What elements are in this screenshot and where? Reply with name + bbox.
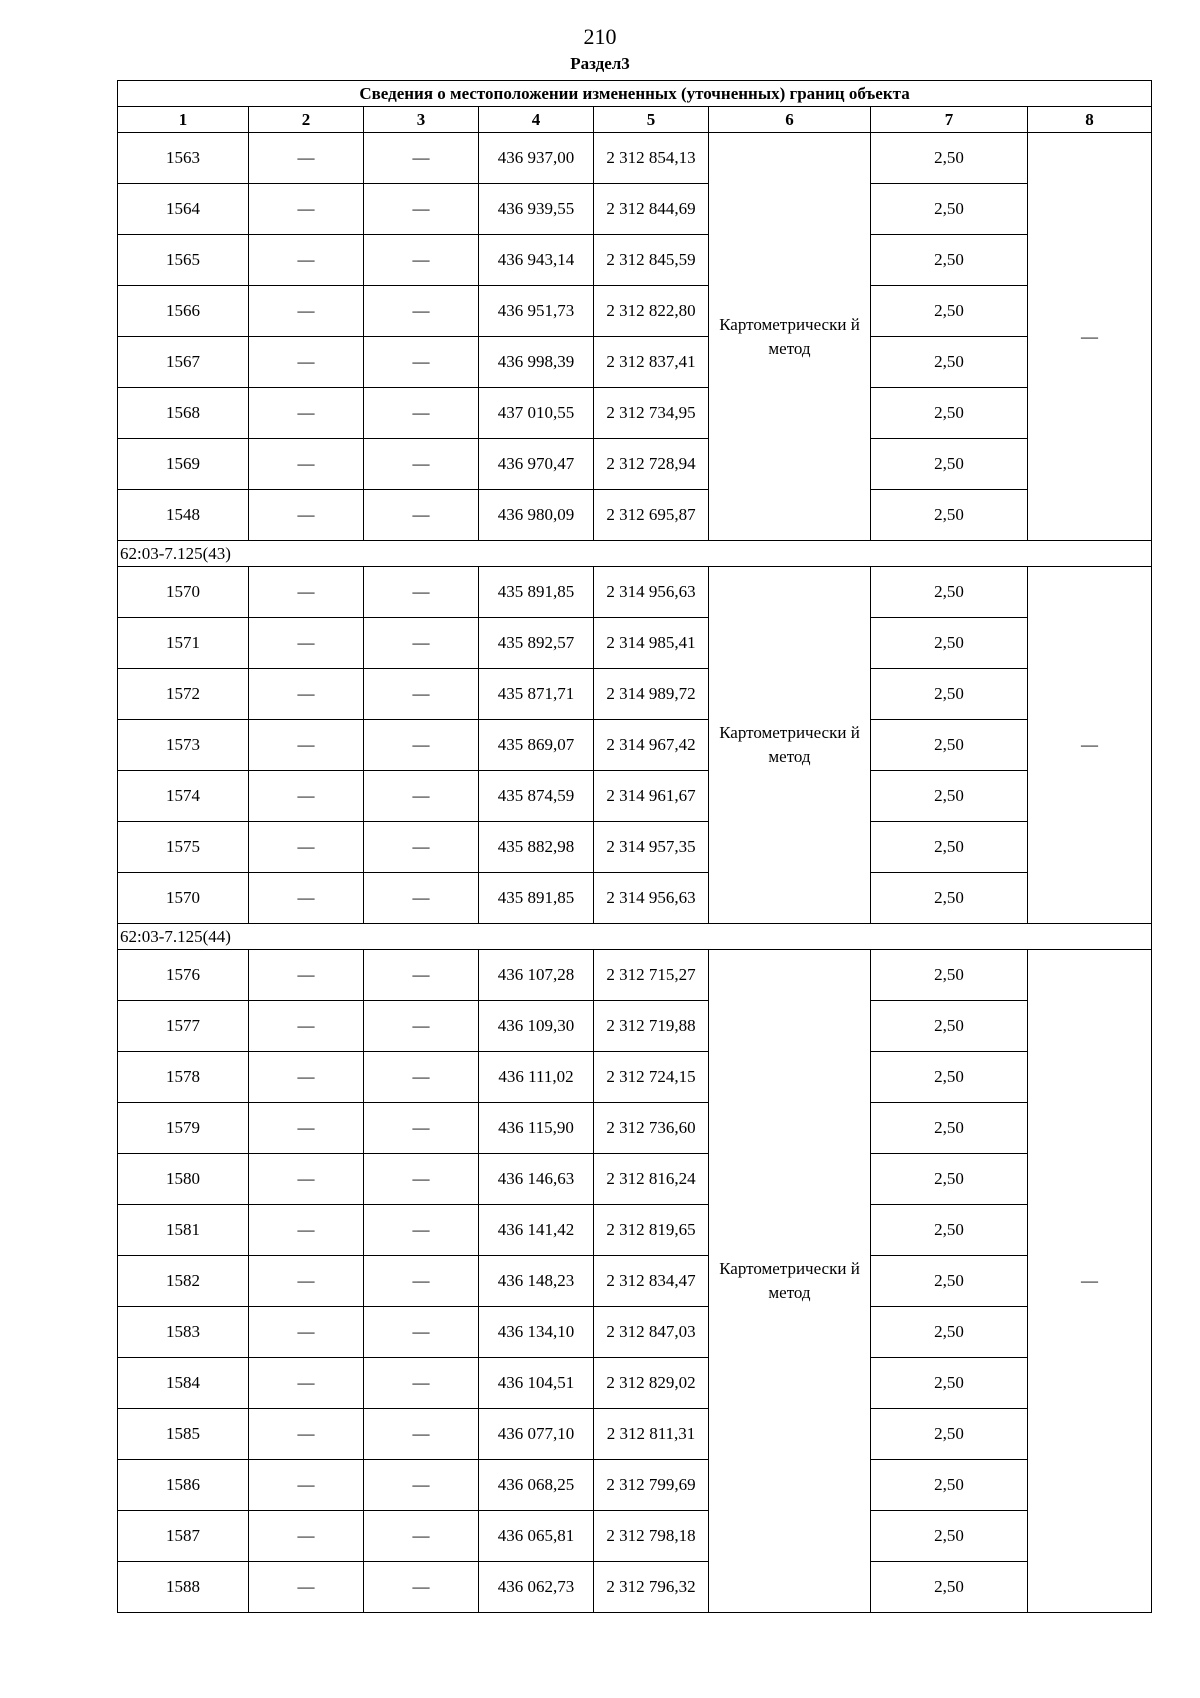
cadastral-group-label: 62:03-7.125(43) [118, 541, 1152, 567]
accuracy-cell: 2,50 [871, 133, 1028, 184]
dash-cell: — [364, 1358, 479, 1409]
y-coordinate-cell: 2 312 844,69 [594, 184, 709, 235]
accuracy-cell: 2,50 [871, 720, 1028, 771]
point-number-cell: 1572 [118, 669, 249, 720]
point-number-cell: 1567 [118, 337, 249, 388]
dash-cell: — [364, 235, 479, 286]
x-coordinate-cell: 436 115,90 [479, 1103, 594, 1154]
y-coordinate-cell: 2 314 985,41 [594, 618, 709, 669]
accuracy-cell: 2,50 [871, 1460, 1028, 1511]
method-cell: Картометрически й метод [709, 133, 871, 541]
point-number-cell: 1578 [118, 1052, 249, 1103]
y-coordinate-cell: 2 314 961,67 [594, 771, 709, 822]
dash-cell: — [249, 337, 364, 388]
x-coordinate-cell: 435 891,85 [479, 873, 594, 924]
column-header: 5 [594, 107, 709, 133]
y-coordinate-cell: 2 312 834,47 [594, 1256, 709, 1307]
dash-cell: — [364, 618, 479, 669]
x-coordinate-cell: 436 104,51 [479, 1358, 594, 1409]
x-coordinate-cell: 436 068,25 [479, 1460, 594, 1511]
dash-cell: — [364, 1409, 479, 1460]
table-row [118, 1052, 1152, 1103]
table-row [118, 567, 1152, 618]
x-coordinate-cell: 435 892,57 [479, 618, 594, 669]
dash-cell: — [249, 1205, 364, 1256]
table-row [118, 490, 1152, 541]
point-number-cell: 1566 [118, 286, 249, 337]
dash-cell: — [249, 1307, 364, 1358]
dash-cell: — [249, 286, 364, 337]
accuracy-cell: 2,50 [871, 439, 1028, 490]
column-header-row [118, 107, 1152, 133]
y-coordinate-cell: 2 312 728,94 [594, 439, 709, 490]
method-cell: Картометрически й метод [709, 950, 871, 1613]
dash-cell: — [249, 1001, 364, 1052]
accuracy-cell: 2,50 [871, 1103, 1028, 1154]
accuracy-cell: 2,50 [871, 490, 1028, 541]
dash-cell: — [249, 1511, 364, 1562]
table-row [118, 771, 1152, 822]
y-coordinate-cell: 2 312 719,88 [594, 1001, 709, 1052]
table-row [118, 1409, 1152, 1460]
table-row [118, 286, 1152, 337]
accuracy-cell: 2,50 [871, 1256, 1028, 1307]
dash-cell: — [364, 1154, 479, 1205]
table-row [118, 1103, 1152, 1154]
table-row [118, 337, 1152, 388]
y-coordinate-cell: 2 312 845,59 [594, 235, 709, 286]
accuracy-cell: 2,50 [871, 1052, 1028, 1103]
accuracy-cell: 2,50 [871, 950, 1028, 1001]
dash-cell: — [249, 669, 364, 720]
table-row [118, 1001, 1152, 1052]
dash-cell: — [364, 1511, 479, 1562]
dash-cell: — [364, 720, 479, 771]
table-row [118, 1205, 1152, 1256]
column-header: 4 [479, 107, 594, 133]
y-coordinate-cell: 2 314 957,35 [594, 822, 709, 873]
point-number-cell: 1577 [118, 1001, 249, 1052]
point-number-cell: 1548 [118, 490, 249, 541]
table-row [118, 439, 1152, 490]
point-number-cell: 1568 [118, 388, 249, 439]
dash-cell: — [249, 720, 364, 771]
dash-cell: — [249, 1103, 364, 1154]
dash-cell: — [249, 1358, 364, 1409]
dash-cell: — [249, 184, 364, 235]
dash-cell: — [249, 1562, 364, 1613]
dash-cell: — [364, 337, 479, 388]
table-row [118, 618, 1152, 669]
table-row [118, 822, 1152, 873]
dash-cell: — [364, 1001, 479, 1052]
y-coordinate-cell: 2 312 715,27 [594, 950, 709, 1001]
dash-cell: — [364, 1460, 479, 1511]
x-coordinate-cell: 435 871,71 [479, 669, 594, 720]
point-number-cell: 1584 [118, 1358, 249, 1409]
dash-cell: — [249, 133, 364, 184]
coordinates-table [117, 80, 1152, 1613]
table-row [118, 235, 1152, 286]
point-number-cell: 1586 [118, 1460, 249, 1511]
dash-cell: — [364, 567, 479, 618]
point-number-cell: 1565 [118, 235, 249, 286]
accuracy-cell: 2,50 [871, 1205, 1028, 1256]
dash-cell: — [364, 771, 479, 822]
point-number-cell: 1580 [118, 1154, 249, 1205]
point-number-cell: 1583 [118, 1307, 249, 1358]
x-coordinate-cell: 436 062,73 [479, 1562, 594, 1613]
x-coordinate-cell: 436 107,28 [479, 950, 594, 1001]
point-number-cell: 1564 [118, 184, 249, 235]
y-coordinate-cell: 2 312 695,87 [594, 490, 709, 541]
dash-cell: — [249, 950, 364, 1001]
point-number-cell: 1581 [118, 1205, 249, 1256]
dash-cell: — [249, 1256, 364, 1307]
table-row [118, 1511, 1152, 1562]
dash-cell: — [249, 1409, 364, 1460]
dash-cell: — [364, 1307, 479, 1358]
accuracy-cell: 2,50 [871, 822, 1028, 873]
dash-cell: — [364, 286, 479, 337]
column-header: 3 [364, 107, 479, 133]
dash-cell: — [249, 618, 364, 669]
x-coordinate-cell: 435 874,59 [479, 771, 594, 822]
table-row [118, 388, 1152, 439]
point-number-cell: 1563 [118, 133, 249, 184]
dash-cell: — [364, 1256, 479, 1307]
table-body [118, 133, 1152, 1613]
table-row [118, 1358, 1152, 1409]
y-coordinate-cell: 2 312 799,69 [594, 1460, 709, 1511]
x-coordinate-cell: 436 970,47 [479, 439, 594, 490]
y-coordinate-cell: 2 312 837,41 [594, 337, 709, 388]
table-row [118, 133, 1152, 184]
dash-cell: — [249, 567, 364, 618]
dash-cell: — [249, 822, 364, 873]
x-coordinate-cell: 436 939,55 [479, 184, 594, 235]
y-coordinate-cell: 2 312 819,65 [594, 1205, 709, 1256]
accuracy-cell: 2,50 [871, 1562, 1028, 1613]
dash-cell: — [249, 1154, 364, 1205]
x-coordinate-cell: 436 980,09 [479, 490, 594, 541]
table-row [118, 184, 1152, 235]
x-coordinate-cell: 436 943,14 [479, 235, 594, 286]
group-header-row [118, 541, 1152, 567]
accuracy-cell: 2,50 [871, 388, 1028, 439]
x-coordinate-cell: 436 148,23 [479, 1256, 594, 1307]
y-coordinate-cell: 2 312 816,24 [594, 1154, 709, 1205]
accuracy-cell: 2,50 [871, 1307, 1028, 1358]
point-number-cell: 1575 [118, 822, 249, 873]
column-header: 2 [249, 107, 364, 133]
x-coordinate-cell: 436 141,42 [479, 1205, 594, 1256]
dash-cell: — [364, 1103, 479, 1154]
table-row [118, 950, 1152, 1001]
table-row [118, 669, 1152, 720]
dash-cell: — [249, 388, 364, 439]
table-row [118, 1154, 1152, 1205]
column-8-dash-cell: — [1028, 133, 1152, 541]
accuracy-cell: 2,50 [871, 1154, 1028, 1205]
point-number-cell: 1573 [118, 720, 249, 771]
y-coordinate-cell: 2 312 736,60 [594, 1103, 709, 1154]
y-coordinate-cell: 2 312 847,03 [594, 1307, 709, 1358]
point-number-cell: 1582 [118, 1256, 249, 1307]
accuracy-cell: 2,50 [871, 771, 1028, 822]
point-number-cell: 1576 [118, 950, 249, 1001]
method-cell: Картометрически й метод [709, 567, 871, 924]
x-coordinate-cell: 436 937,00 [479, 133, 594, 184]
dash-cell: — [249, 439, 364, 490]
x-coordinate-cell: 436 077,10 [479, 1409, 594, 1460]
accuracy-cell: 2,50 [871, 1001, 1028, 1052]
accuracy-cell: 2,50 [871, 669, 1028, 720]
dash-cell: — [249, 490, 364, 541]
x-coordinate-cell: 435 882,98 [479, 822, 594, 873]
y-coordinate-cell: 2 314 989,72 [594, 669, 709, 720]
accuracy-cell: 2,50 [871, 184, 1028, 235]
table-row [118, 1307, 1152, 1358]
point-number-cell: 1574 [118, 771, 249, 822]
x-coordinate-cell: 436 111,02 [479, 1052, 594, 1103]
y-coordinate-cell: 2 312 724,15 [594, 1052, 709, 1103]
dash-cell: — [249, 1460, 364, 1511]
dash-cell: — [364, 950, 479, 1001]
y-coordinate-cell: 2 312 854,13 [594, 133, 709, 184]
y-coordinate-cell: 2 312 829,02 [594, 1358, 709, 1409]
accuracy-cell: 2,50 [871, 1511, 1028, 1562]
y-coordinate-cell: 2 314 956,63 [594, 567, 709, 618]
x-coordinate-cell: 436 951,73 [479, 286, 594, 337]
point-number-cell: 1588 [118, 1562, 249, 1613]
accuracy-cell: 2,50 [871, 618, 1028, 669]
y-coordinate-cell: 2 312 811,31 [594, 1409, 709, 1460]
column-8-dash-cell: — [1028, 950, 1152, 1613]
column-header: 7 [871, 107, 1028, 133]
table-row [118, 1256, 1152, 1307]
x-coordinate-cell: 436 998,39 [479, 337, 594, 388]
point-number-cell: 1585 [118, 1409, 249, 1460]
dash-cell: — [364, 669, 479, 720]
accuracy-cell: 2,50 [871, 567, 1028, 618]
dash-cell: — [249, 235, 364, 286]
accuracy-cell: 2,50 [871, 1358, 1028, 1409]
accuracy-cell: 2,50 [871, 1409, 1028, 1460]
column-header: 6 [709, 107, 871, 133]
point-number-cell: 1569 [118, 439, 249, 490]
table-row [118, 873, 1152, 924]
dash-cell: — [364, 1052, 479, 1103]
page-number: 210 [583, 24, 617, 49]
y-coordinate-cell: 2 314 967,42 [594, 720, 709, 771]
column-header: 1 [118, 107, 249, 133]
point-number-cell: 1570 [118, 567, 249, 618]
dash-cell: — [249, 771, 364, 822]
dash-cell: — [364, 1562, 479, 1613]
accuracy-cell: 2,50 [871, 235, 1028, 286]
x-coordinate-cell: 436 065,81 [479, 1511, 594, 1562]
x-coordinate-cell: 435 891,85 [479, 567, 594, 618]
dash-cell: — [364, 822, 479, 873]
dash-cell: — [364, 490, 479, 541]
column-8-dash-cell: — [1028, 567, 1152, 924]
dash-cell: — [249, 1052, 364, 1103]
dash-cell: — [364, 1205, 479, 1256]
table-caption: Сведения о местоположении измененных (уточненных) границ объекта [118, 81, 1152, 107]
accuracy-cell: 2,50 [871, 286, 1028, 337]
cadastral-group-label: 62:03-7.125(44) [118, 924, 1152, 950]
section-title: Раздел3 [570, 54, 630, 73]
x-coordinate-cell: 437 010,55 [479, 388, 594, 439]
column-header: 8 [1028, 107, 1152, 133]
dash-cell: — [364, 873, 479, 924]
y-coordinate-cell: 2 314 956,63 [594, 873, 709, 924]
x-coordinate-cell: 435 869,07 [479, 720, 594, 771]
y-coordinate-cell: 2 312 798,18 [594, 1511, 709, 1562]
accuracy-cell: 2,50 [871, 337, 1028, 388]
dash-cell: — [249, 873, 364, 924]
dash-cell: — [364, 184, 479, 235]
y-coordinate-cell: 2 312 822,80 [594, 286, 709, 337]
y-coordinate-cell: 2 312 796,32 [594, 1562, 709, 1613]
table-row [118, 720, 1152, 771]
dash-cell: — [364, 439, 479, 490]
table-row [118, 1562, 1152, 1613]
group-header-row [118, 924, 1152, 950]
accuracy-cell: 2,50 [871, 873, 1028, 924]
point-number-cell: 1587 [118, 1511, 249, 1562]
point-number-cell: 1579 [118, 1103, 249, 1154]
x-coordinate-cell: 436 109,30 [479, 1001, 594, 1052]
dash-cell: — [364, 133, 479, 184]
table-row [118, 1460, 1152, 1511]
point-number-cell: 1570 [118, 873, 249, 924]
y-coordinate-cell: 2 312 734,95 [594, 388, 709, 439]
point-number-cell: 1571 [118, 618, 249, 669]
x-coordinate-cell: 436 146,63 [479, 1154, 594, 1205]
x-coordinate-cell: 436 134,10 [479, 1307, 594, 1358]
dash-cell: — [364, 388, 479, 439]
